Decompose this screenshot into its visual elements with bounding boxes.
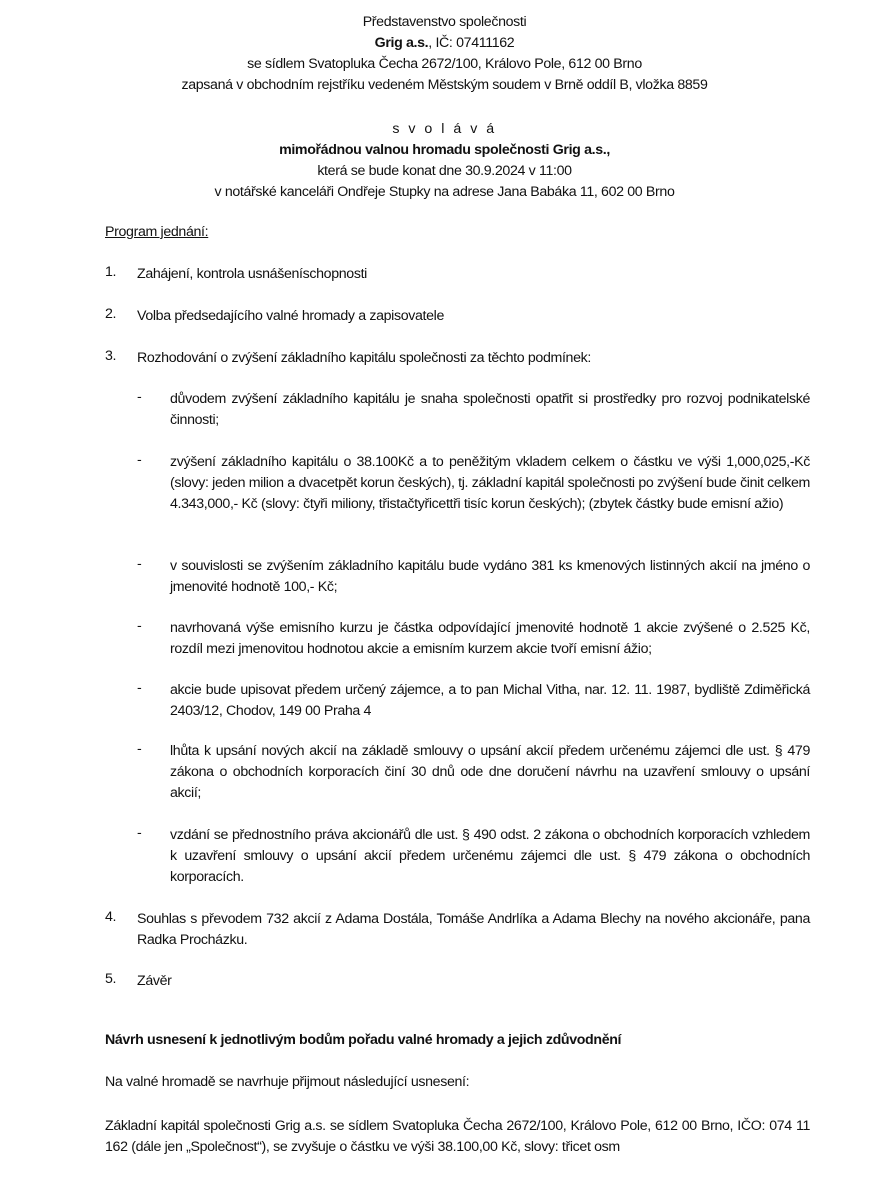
condition-text: vzdání se přednostního práva akcionářů dle ust. § 490 odst. 2 zákona o obchodních korporacích vzhledem k uzavření smlouvy o upsání akcií předem určenému zájemci dle ust. § 479 zákona o obchodních korporacích. xyxy=(170,827,810,885)
header-company-line xyxy=(0,33,889,54)
condition-text: zvýšení základního kapitálu o 38.100Kč a to peněžitým vkladem celkem o částku ve výši 1,000,025,-Kč (slovy: jeden milion a dvacetpět korun českých), tj. základní kapitál společnosti po zvýšení bude činit celkem 4.343,000,- Kč (slovy: čtyři miliony, třistačtyřicettři tisíc korun českých); (zbytek částky bude emisní ažio) xyxy=(170,454,810,512)
header-registry-line: zapsaná v obchodním rejstříku vedeném Městským soudem v Brně oddíl B, vložka 8859 xyxy=(181,77,708,93)
condition-bullet: - xyxy=(137,741,142,757)
condition-bullet: - xyxy=(137,825,142,841)
agenda-item-text: Volba předsedajícího valné hromady a zapisovatele xyxy=(137,308,445,324)
company-id: , IČ: 07411162 xyxy=(428,35,515,51)
agenda-item-number: 2. xyxy=(105,306,117,322)
condition-text: v souvislosti se zvýšením základního kapitálu bude vydáno 381 ks kmenových listinných akcií na jméno o jmenovité hodnotě 100,- Kč; xyxy=(170,558,810,595)
agenda-item-text: Rozhodování o zvýšení základního kapitálu společnosti za těchto podmínek: xyxy=(137,350,591,366)
agenda-item-number: 1. xyxy=(105,264,117,280)
document-header xyxy=(0,12,889,96)
condition-bullet: - xyxy=(137,680,142,696)
meeting-place: v notářské kanceláři Ondřeje Stupky na adrese Jana Babáka 11, 602 00 Brno xyxy=(214,184,675,200)
agenda-item-number: 5. xyxy=(105,971,117,987)
company-name: Grig a.s. xyxy=(374,35,429,51)
condition-bullet: - xyxy=(137,556,142,572)
condition-bullet: - xyxy=(137,389,142,405)
agenda-item-text: Závěr xyxy=(137,973,172,989)
condition-bullet: - xyxy=(137,452,142,468)
meeting-title xyxy=(0,140,889,161)
agenda-item-text: Souhlas s převodem 732 akcií z Adama Dostála, Tomáše Andrlíka a Adama Blechy na nového akcionáře, pana Radka Procházku. xyxy=(137,911,810,948)
condition-text: navrhovaná výše emisního kurzu je částka odpovídající jmenovité hodnotě 1 akcie zvýšené o 2.525 Kč, rozdíl mezi jmenovitou hodnotou akcie a emisním kurzem akcie tvoří emisní ážio; xyxy=(170,620,810,657)
meeting-date: která se bude konat dne 30.9.2024 v 11:00 xyxy=(317,163,572,179)
condition-text: lhůta k upsání nových akcií na základě smlouvy o upsání akcií předem určenému zájemci dle ust. § 479 zákona o obchodních korporacích činí 30 dnů ode dne doručení návrhu na uzavření smlouvy o upsání akcií; xyxy=(170,743,810,801)
agenda-item-text: Zahájení, kontrola usnášeníschopnosti xyxy=(137,266,367,282)
meeting-title-text: mimořádnou valnou hromadu společnosti Grig a.s., xyxy=(279,142,610,158)
agenda-heading: Program jednání: xyxy=(105,224,209,240)
condition-text: důvodem zvýšení základního kapitálu je snaha společnosti opatřit si prostředky pro rozvoj podnikatelské činnosti; xyxy=(170,391,810,428)
proposal-heading: Návrh usnesení k jednotlivým bodům pořadu valné hromady a jejich zdůvodnění xyxy=(105,1032,622,1048)
agenda-item-number: 4. xyxy=(105,909,117,925)
condition-bullet: - xyxy=(137,618,142,634)
header-board-line: Představenstvo společnosti xyxy=(362,14,527,30)
convocation-verb: s v o l á v á xyxy=(392,121,497,137)
condition-text: akcie bude upisovat předem určený zájemce, a to pan Michal Vitha, nar. 12. 11. 1987, bydliště Zdiměřická 2403/12, Chodov, 149 00 Praha 4 xyxy=(170,682,810,719)
proposal-intro: Na valné hromadě se navrhuje přijmout následující usnesení: xyxy=(105,1074,470,1090)
convocation-block xyxy=(0,119,889,203)
agenda-item-number: 3. xyxy=(105,348,117,364)
proposal-paragraph: Základní kapitál společnosti Grig a.s. se sídlem Svatopluka Čecha 2672/100, Královo Pole, 612 00 Brno, IČO: 074 11 162 (dále jen „Společnost“), se zvyšuje o částku ve výši 38.100,00 Kč, slovy: třicet osm xyxy=(105,1118,810,1155)
header-address-line: se sídlem Svatopluka Čecha 2672/100, Královo Pole, 612 00 Brno xyxy=(247,56,642,72)
